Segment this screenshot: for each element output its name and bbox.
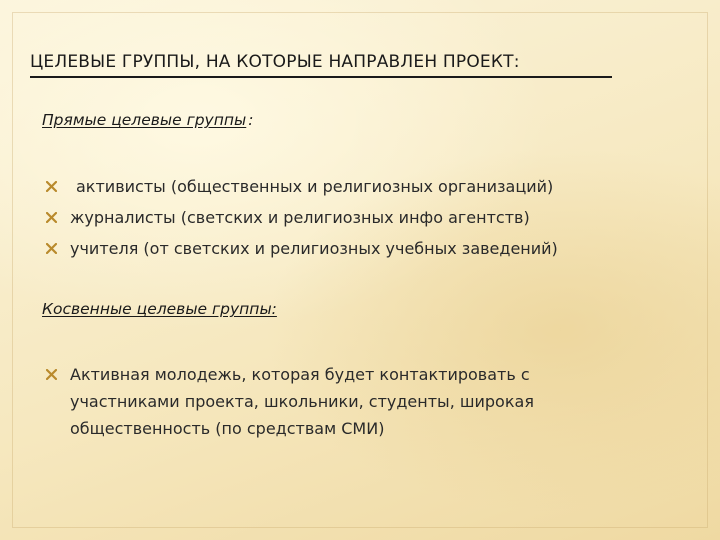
list-item — [46, 202, 558, 233]
direct-groups-list — [46, 171, 558, 264]
list-item-text: Активная молодежь, которая будет контактировать с участниками проекта, школьники, студенты, широкая общественность (по средствам СМИ) — [70, 365, 534, 438]
direct-groups-heading-text: Прямые целевые группы — [42, 111, 247, 129]
indirect-groups-heading: Косвенные целевые группы: — [42, 300, 277, 318]
direct-groups-heading-colon: : — [248, 111, 254, 129]
list-item — [46, 171, 558, 202]
x-mark-icon — [46, 233, 58, 264]
indirect-groups-list — [46, 361, 590, 442]
slide-frame — [12, 12, 708, 528]
list-item — [46, 361, 590, 442]
list-item-text: журналисты (светских и религиозных инфо агентств) — [70, 208, 530, 227]
x-mark-icon — [46, 202, 58, 233]
direct-groups-heading — [42, 111, 253, 129]
x-mark-icon — [46, 171, 58, 202]
list-item-text: активисты (общественных и религиозных организаций) — [76, 177, 554, 196]
x-mark-icon — [46, 361, 58, 388]
slide-title: ЦЕЛЕВЫЕ ГРУППЫ, НА КОТОРЫЕ НАПРАВЛЕН ПРОЕКТ: — [30, 52, 520, 72]
title-bar — [30, 52, 612, 78]
list-item — [46, 233, 558, 264]
list-item-text: учителя (от светских и религиозных учебных заведений) — [70, 239, 558, 258]
